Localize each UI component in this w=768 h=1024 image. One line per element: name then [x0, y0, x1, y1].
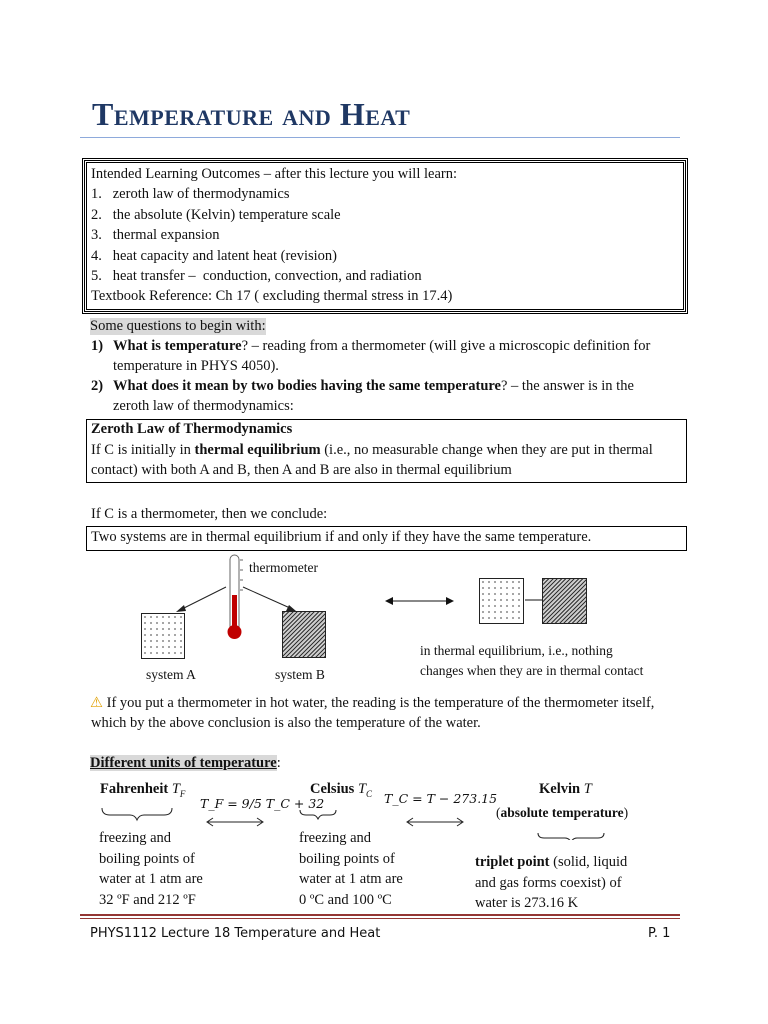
warning-icon: ⚠	[90, 695, 103, 711]
arrow-to-b	[243, 587, 290, 608]
fahrenheit-label	[100, 781, 185, 799]
line: and gas forms coexist) of	[475, 874, 622, 891]
title-rule	[80, 137, 680, 138]
ilo-heading: Intended Learning Outcomes – after this lecture you will learn:	[91, 166, 457, 182]
double-arrow-icon	[207, 818, 263, 826]
line: freezing and	[299, 830, 372, 846]
zeroth-line1	[91, 442, 653, 459]
text: Celsius	[310, 781, 355, 797]
arrow-to-a	[180, 587, 226, 610]
footer-rule	[80, 918, 680, 919]
q1-number: 1)	[91, 338, 104, 354]
thermometer-icon	[228, 555, 244, 639]
line: boiling points of	[299, 850, 395, 867]
conclusion-text: Two systems are in thermal equilibrium if and only if they have the same temperature.	[91, 529, 592, 545]
q2-rest: ? – the answer is in the	[501, 378, 634, 394]
text: Kelvin	[539, 781, 581, 797]
absolute-label: (absolute temperature)	[496, 805, 629, 820]
q1-rest: ? – reading from a thermometer (will give a microscopic definition for	[241, 338, 651, 354]
line: boiling points of	[99, 850, 195, 867]
thermal-equilibrium-figure	[0, 550, 768, 650]
questions-intro: Some questions to begin with:	[90, 318, 266, 334]
question-2	[113, 378, 634, 395]
page-title: Temperature and Heat	[92, 96, 411, 132]
q2-line2: zeroth law of thermodynamics:	[113, 398, 294, 414]
equilibrium-box-b	[542, 578, 587, 624]
fahrenheit-description	[99, 828, 203, 910]
brace-icon	[538, 833, 604, 840]
line: 0 ºC and 100 ºC	[299, 891, 392, 908]
system-a-box	[141, 613, 185, 659]
text: If you put a thermometer in hot water, the reading is the temperature of the thermometer itself,	[103, 695, 655, 711]
warning-line2: which by the above conclusion is also the temperature of the water.	[91, 715, 481, 731]
symbol: T	[171, 781, 180, 797]
footer-rule	[80, 914, 680, 916]
sub: C	[366, 788, 373, 799]
equilibrium-box-a	[479, 578, 524, 624]
celsius-description	[299, 828, 403, 910]
units-heading	[90, 755, 281, 772]
system-b-box	[282, 611, 326, 658]
equilibrium-caption-1: in thermal equilibrium, i.e., nothing	[420, 643, 613, 658]
line: water is 273.16 K	[475, 895, 579, 911]
equilibrium-caption-2: changes when they are in thermal contact	[420, 663, 644, 678]
kelvin-description	[475, 852, 627, 914]
text-bold: triplet point	[475, 854, 550, 870]
text-bold: thermal equilibrium	[194, 442, 321, 458]
colon: :	[276, 755, 281, 771]
ilo-item: 4. heat capacity and latent heat (revision)	[91, 248, 337, 264]
conclude-text: If C is a thermometer, then we conclude:	[91, 506, 328, 522]
formula-f-to-c: T_F = 9/5 T_C + 32	[200, 796, 325, 811]
thermometer-label: thermometer	[249, 560, 318, 575]
double-arrow-icon	[407, 818, 463, 826]
text: absolute temperature	[500, 805, 624, 820]
ilo-reference: Textbook Reference: Ch 17 ( excluding thermal stress in 17.4)	[91, 288, 453, 304]
zeroth-heading: Zeroth Law of Thermodynamics	[91, 421, 293, 437]
formula-c-to-k: T_C = T − 273.15	[384, 791, 498, 806]
warning-line1	[90, 695, 654, 712]
ilo-item: 2. the absolute (Kelvin) temperature scale	[91, 207, 341, 223]
system-a-label: system A	[146, 667, 196, 682]
system-b-label: system B	[275, 667, 325, 682]
line: freezing and	[99, 830, 172, 846]
ilo-item: 3. thermal expansion	[91, 227, 220, 243]
brace-icon	[102, 808, 172, 820]
q2-bold: What does it mean by two bodies having the same temperature	[113, 378, 501, 394]
question-1	[113, 338, 650, 355]
line: water at 1 atm are	[299, 871, 403, 887]
sub: F	[179, 788, 186, 799]
line: (solid, liquid	[549, 854, 628, 870]
ilo-item: 1. zeroth law of thermodynamics	[91, 186, 290, 202]
zeroth-line2: contact) with both A and B, then A and B are also in thermal equilibrium	[91, 462, 512, 478]
line: water at 1 atm are	[99, 871, 203, 887]
q1-line2: temperature in PHYS 4050).	[113, 358, 279, 374]
text: (i.e., no measurable change when they are put in thermal	[320, 442, 653, 458]
q1-bold: What is temperature	[113, 338, 242, 354]
text: Fahrenheit	[100, 781, 169, 797]
kelvin-label	[539, 781, 592, 798]
text: If C is initially in	[91, 442, 195, 458]
symbol: T	[357, 781, 367, 797]
q2-number: 2)	[91, 378, 104, 394]
brace-icon	[300, 810, 336, 819]
units-heading-text: Different units of temperature	[90, 755, 277, 771]
footer-title: PHYS1112 Lecture 18 Temperature and Heat	[90, 926, 381, 941]
symbol: T	[583, 781, 592, 797]
ilo-item: 5. heat transfer – conduction, convection, and radiation	[91, 268, 422, 284]
line: 32 ºF and 212 ºF	[99, 891, 196, 908]
page-number: P. 1	[648, 926, 671, 941]
